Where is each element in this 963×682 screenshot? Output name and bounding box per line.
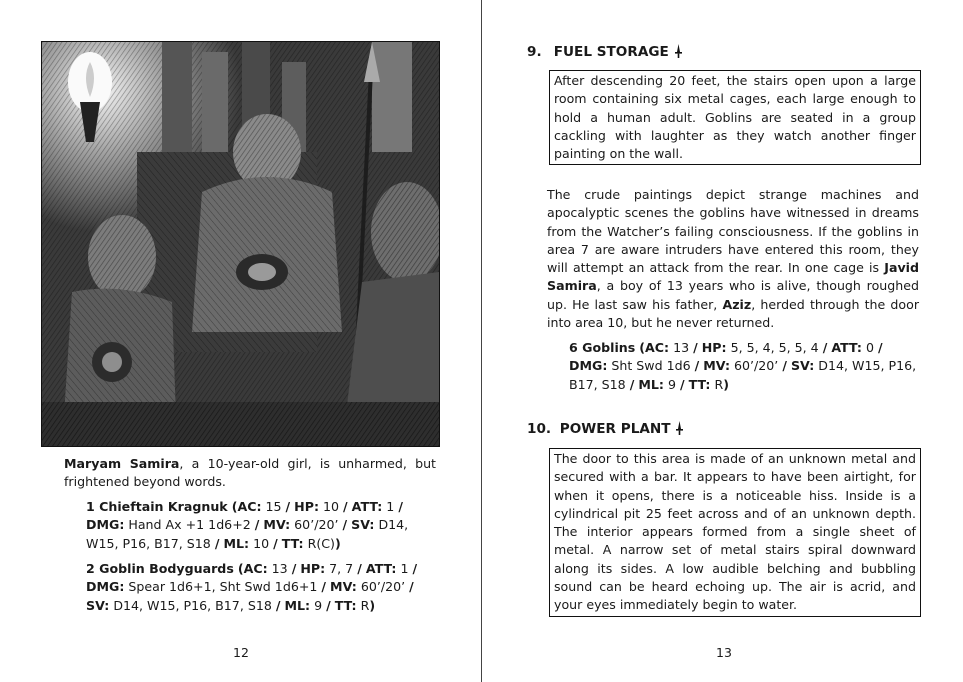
section-number: 9.: [527, 44, 542, 60]
read-aloud-box-10: The door to this area is made of an unknown metal and secured with a bar. It appears to have been airtight, for when it opens, there is a noticeable hiss. Inside is a cylindrical pit 25 feet across and of an unknown depth. The interior appears formed from a single sheet of metal. A narrow set of metal stairs spiral downward along its sides. A low audible belching and bubbling sound can be heard echoing up. The air is acrid, and your eyes immediately begin to water.: [549, 448, 921, 617]
section-10-heading: [527, 421, 684, 437]
section-title: FUEL STORAGE: [553, 44, 669, 60]
npc-name: Maryam Samira: [64, 456, 180, 471]
page-gutter: [481, 0, 482, 682]
right-page: [483, 0, 963, 682]
section-9-heading: [527, 44, 683, 60]
stat-title: 6 Goblins: [569, 340, 636, 355]
caption-paragraph: [64, 455, 436, 492]
illustration-drawing: [42, 42, 439, 446]
read-aloud-box-9: After descending 20 feet, the stairs open upon a large room containing six metal cages, each large enough to hold a human adult. Goblins are seated in a group cackling with laughter as they watch another finger painting on the wall.: [549, 70, 921, 165]
left-page: [0, 0, 481, 682]
section-number: 10.: [527, 421, 552, 437]
goblin-illustration: [41, 41, 440, 447]
stat-block-chieftain: 1 Chieftain Kragnuk (AC: 15 / HP: 10 / ATT: 1 / DMG: Hand Ax +1 1d6+2 / MV: 60’/20’ / SV: D14, W15, P16, B17, S18 / ML: 10 / TT: R(C)): [86, 499, 409, 551]
caption-text: , a 10-year-old girl, is unharmed, but frightened beyond words.: [64, 456, 436, 490]
npc-name-aziz: Aziz: [722, 296, 752, 312]
section-9-body: The crude paintings depict strange machines and apocalyptic scenes the goblins have witnessed in dreams from the Watcher’s failing consciousness. If the goblins in area 7 are aware intruders have entered this room, they will attempt an attack from the rear. In one cage is Javid Samira, a boy of 13 years who is alive, though roughed up. He last saw his father, Aziz, herded through the door into area 10, but he never returned.: [547, 187, 920, 331]
stat-title: 2 Goblin Bodyguards: [86, 561, 234, 576]
stat-block-goblins: 6 Goblins (AC: 13 / HP: 5, 5, 4, 5, 5, 4 / ATT: 0 / DMG: Sht Swd 1d6 / MV: 60’/20’ / SV: D14, W15, P16, B17, S18 / ML: 9 / TT: R): [569, 340, 917, 392]
stat-title: 1 Chieftain Kragnuk: [86, 499, 228, 514]
page-number-right: 13: [716, 645, 732, 660]
npc-name-javid: Javid Samira: [547, 260, 919, 294]
dagger-icon: [675, 421, 684, 435]
stat-block-bodyguards: 2 Goblin Bodyguards (AC: 13 / HP: 7, 7 / ATT: 1 / DMG: Spear 1d6+1, Sht Swd 1d6+1 / MV: 60’/20’ / SV: D14, W15, P16, B17, S18 / ML: 9 / TT: R): [86, 561, 418, 613]
section-title: POWER PLANT: [559, 421, 671, 437]
page-number-left: 12: [233, 645, 249, 660]
dagger-icon: [674, 44, 683, 58]
